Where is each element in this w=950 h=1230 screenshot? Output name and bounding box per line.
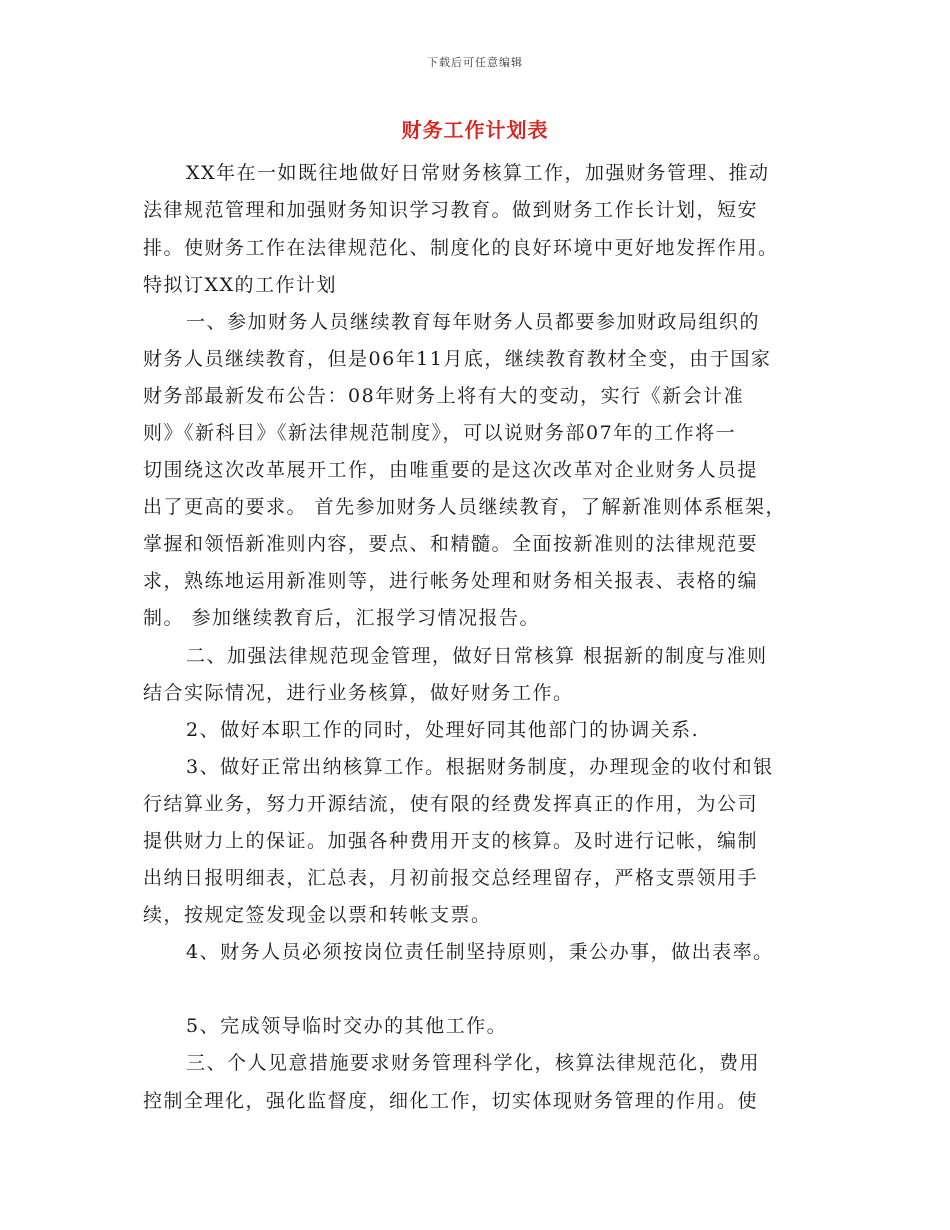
- header-note: 下载后可任意编辑: [427, 56, 523, 69]
- paragraph-line: 特拟订XX的工作计划: [143, 274, 338, 296]
- paragraph-line: 二、加强法律规范现金管理，做好日常核算 根据新的制度与准则: [186, 645, 768, 667]
- document-title: 财务工作计划表: [401, 118, 549, 142]
- paragraph-line: 4、财务人员必须按岗位责任制坚持原则，秉公办事，做出表率。: [186, 941, 774, 963]
- paragraph-line: 出纳日报明细表，汇总表，月初前报交总经理留存，严格支票领用手: [143, 867, 759, 889]
- paragraph-line: 三、个人见意措施要求财务管理科学化，核算法律规范化，费用: [186, 1052, 761, 1074]
- paragraph-line: 切围绕这次改革展开工作，由唯重要的是这次改革对企业财务人员提: [143, 459, 759, 481]
- paragraph-line: 则》《新科目》《新法律规范制度》，可以说财务部07年的工作将一: [143, 422, 737, 444]
- paragraph-line: 提供财力上的保证。加强各种费用开支的核算。及时进行记帐，编制: [143, 830, 759, 852]
- paragraph-line: 求，熟练地运用新准则等，进行帐务处理和财务相关报表、表格的编: [143, 570, 759, 592]
- paragraph-line: 财务部最新发布公告：08年财务上将有大的变动，实行《新会计准: [143, 385, 745, 407]
- paragraph-line: 结合实际情况，进行业务核算，做好财务工作。: [143, 682, 574, 704]
- paragraph-line: 财务人员继续教育，但是06年11月底，继续教育教材全变，由于国家: [143, 348, 772, 370]
- paragraph-line: 控制全理化，强化监督度，细化工作，切实体现财务管理的作用。使: [143, 1090, 759, 1112]
- paragraph-line: 制。 参加继续教育后，汇报学习情况报告。: [143, 607, 541, 629]
- paragraph-line: XX年在一如既往地做好日常财务核算工作，加强财务管理、推动: [186, 162, 770, 184]
- paragraph-line: 法律规范管理和加强财务知识学习教育。做到财务工作长计划，短安: [143, 199, 759, 221]
- paragraph-line: 续，按规定签发现金以票和转帐支票。: [143, 904, 492, 926]
- paragraph-line: 出了更高的要求。 首先参加财务人员继续教育，了解新准则体系框架，: [143, 496, 787, 518]
- paragraph-line: 一、参加财务人员继续教育每年财务人员都要参加财政局组织的: [186, 311, 761, 333]
- paragraph-line: 排。使财务工作在法律规范化、制度化的良好环境中更好地发挥作用。: [143, 237, 779, 259]
- paragraph-line: 5、完成领导临时交办的其他工作。: [186, 1015, 508, 1037]
- paragraph-line: 行结算业务，努力开源结流，使有限的经费发挥真正的作用，为公司: [143, 793, 759, 815]
- paragraph-line: 掌握和领悟新准则内容，要点、和精髓。全面按新准则的法律规范要: [143, 533, 759, 555]
- paragraph-line: 3、做好正常出纳核算工作。根据财务制度，办理现金的收付和银: [186, 756, 774, 778]
- paragraph-line: 2、做好本职工作的同时，处理好同其他部门的协调关系.: [186, 719, 700, 741]
